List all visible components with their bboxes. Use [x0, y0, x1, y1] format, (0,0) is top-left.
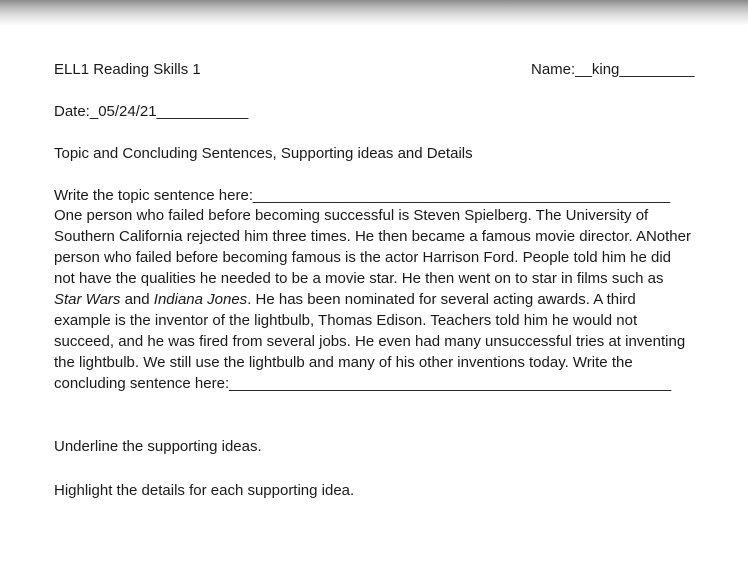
passage-line: One person who failed before becoming successful is Steven Spielberg. The University of: [54, 207, 649, 224]
passage-line: person who failed before becoming famous is the actor Harrison Ford. People told him he did: [54, 249, 671, 266]
passage-line: Southern California rejected him three times. He then became a famous movie director. ANother: [54, 228, 691, 245]
passage-line: the lightbulb. We still use the lightbulb and many of his other inventions today. Write the: [54, 354, 633, 371]
passage-line: succeed, and he was fired from several jobs. He even had many unsuccessful tries at inventing: [54, 333, 686, 350]
film-title-star-wars: Star Wars: [54, 291, 121, 308]
film-title-indiana-jones: Indiana Jones: [153, 291, 248, 308]
reading-passage: [54, 205, 726, 394]
passage-line: not have the qualities he needed to be a movie star. He then went on to star in films such as: [54, 270, 664, 287]
passage-line: example is the inventor of the lightbulb, Thomas Edison. Teachers told him he would not: [54, 312, 638, 329]
date-field: Date:_05/24/21___________: [54, 103, 249, 120]
name-field: Name:__king_________: [531, 61, 695, 78]
instruction-underline: Underline the supporting ideas.: [54, 438, 262, 455]
concluding-sentence-prompt: concluding sentence here:_____________________________________________________: [54, 375, 672, 392]
passage-text: . He has been nominated for several acting awards. A third: [247, 291, 636, 308]
passage-line: [54, 289, 726, 310]
worksheet-heading: Topic and Concluding Sentences, Supporting ideas and Details: [54, 145, 473, 162]
passage-text: and: [120, 291, 154, 308]
topic-sentence-prompt: Write the topic sentence here:__________________________________________________: [54, 187, 671, 204]
course-title: ELL1 Reading Skills 1: [54, 61, 201, 78]
instruction-highlight: Highlight the details for each supporting idea.: [54, 482, 355, 499]
